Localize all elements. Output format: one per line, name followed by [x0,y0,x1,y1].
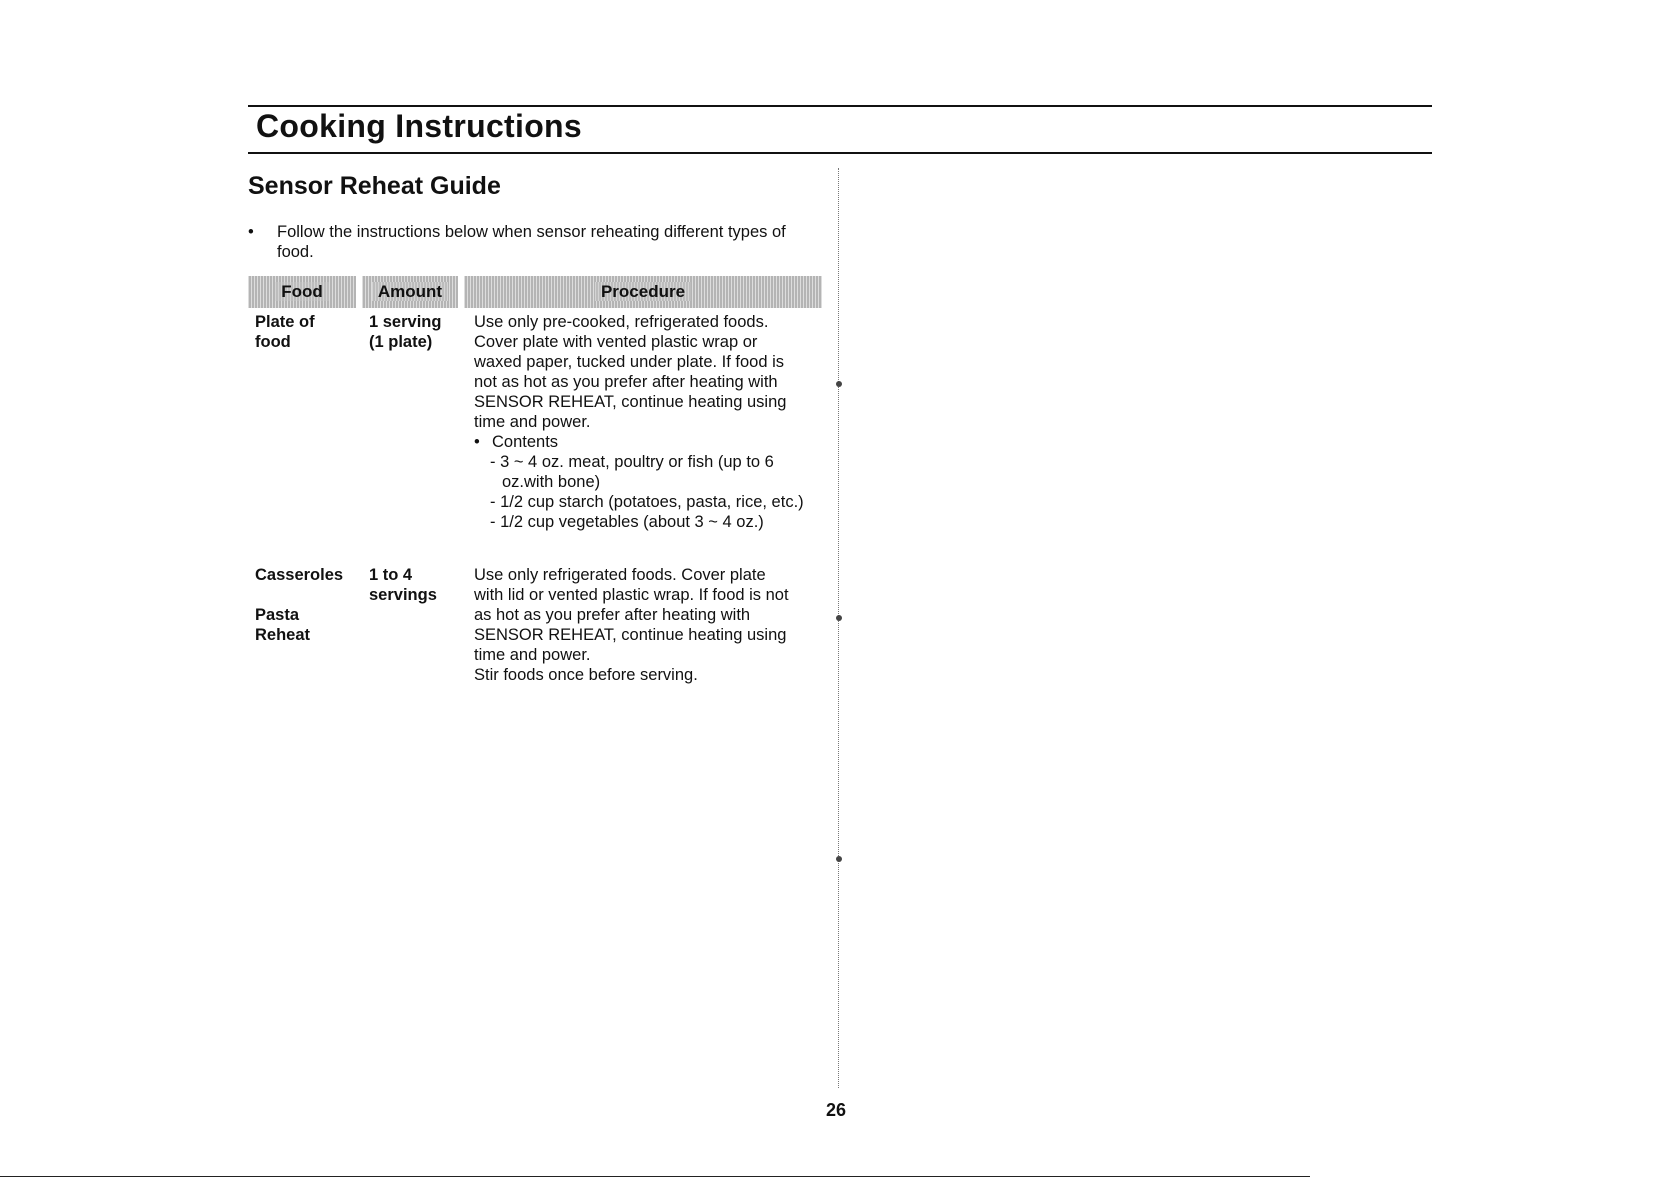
amount-cell [362,312,458,565]
food-name: Reheat [255,626,311,644]
page-number: 26 [826,1100,847,1120]
food-name: Pasta [255,606,300,624]
column-header-food: Food [248,276,356,308]
column-header-amount: Amount [362,276,458,308]
bottom-rule [0,1176,1310,1177]
contents-item: - 3 ~ 4 oz. meat, poultry or fish (up to 6 oz.with bone) [490,453,774,491]
intro-text: Follow the instructions below when sensor reheating different types of food. [277,223,786,261]
food-name: food [255,333,291,351]
procedure-line: Use only pre-cooked, refrigerated foods. [474,313,769,331]
table-row [248,312,822,565]
procedure-line: Use only refrigerated foods. Cover plate [474,566,766,584]
procedure-line: SENSOR REHEAT, continue heating using [474,626,787,644]
procedure-line: Cover plate with vented plastic wrap or [474,333,758,351]
contents-item: - 1/2 cup starch (potatoes, pasta, rice, etc.) [490,493,804,511]
procedure-cell [464,565,822,685]
column-header-procedure: Procedure [464,276,822,308]
binding-hole-icon [836,856,842,862]
contents-label: • Contents [474,432,822,452]
section-title: Sensor Reheat Guide [248,172,501,200]
food-name: Plate of [255,313,315,331]
contents-list [474,432,822,532]
table-header [248,276,822,308]
amount-cell [362,565,458,685]
amount-value: 1 to 4 [369,566,413,584]
amount-value: (1 plate) [369,333,433,351]
page-header [248,105,1432,154]
food-cell [248,312,356,565]
binding-hole-icon [836,615,842,621]
food-cell [248,565,356,685]
procedure-line: waxed paper, tucked under plate. If food is [474,353,785,371]
table-row [248,565,822,685]
procedure-line: time and power. [474,646,591,664]
contents-item: - 1/2 cup vegetables (about 3 ~ 4 oz.) [490,513,764,531]
procedure-cell [464,312,822,565]
food-name: Casseroles [255,566,344,584]
procedure-line: SENSOR REHEAT, continue heating using [474,393,787,411]
sensor-reheat-table [248,276,822,685]
procedure-line: with lid or vented plastic wrap. If food is not [474,586,789,604]
procedure-line: Stir foods once before serving. [474,666,698,684]
amount-value: servings [369,586,437,604]
page-title: Cooking Instructions [256,108,582,144]
food-spacer [255,585,356,605]
intro-paragraph [248,222,818,262]
procedure-line: not as hot as you prefer after heating with [474,373,778,391]
binding-margin-rule [838,168,839,1088]
procedure-line: time and power. [474,413,591,431]
procedure-line: as hot as you prefer after heating with [474,606,751,624]
binding-hole-icon [836,381,842,387]
amount-value: 1 serving [369,313,442,331]
bullet-icon: • [248,223,254,241]
